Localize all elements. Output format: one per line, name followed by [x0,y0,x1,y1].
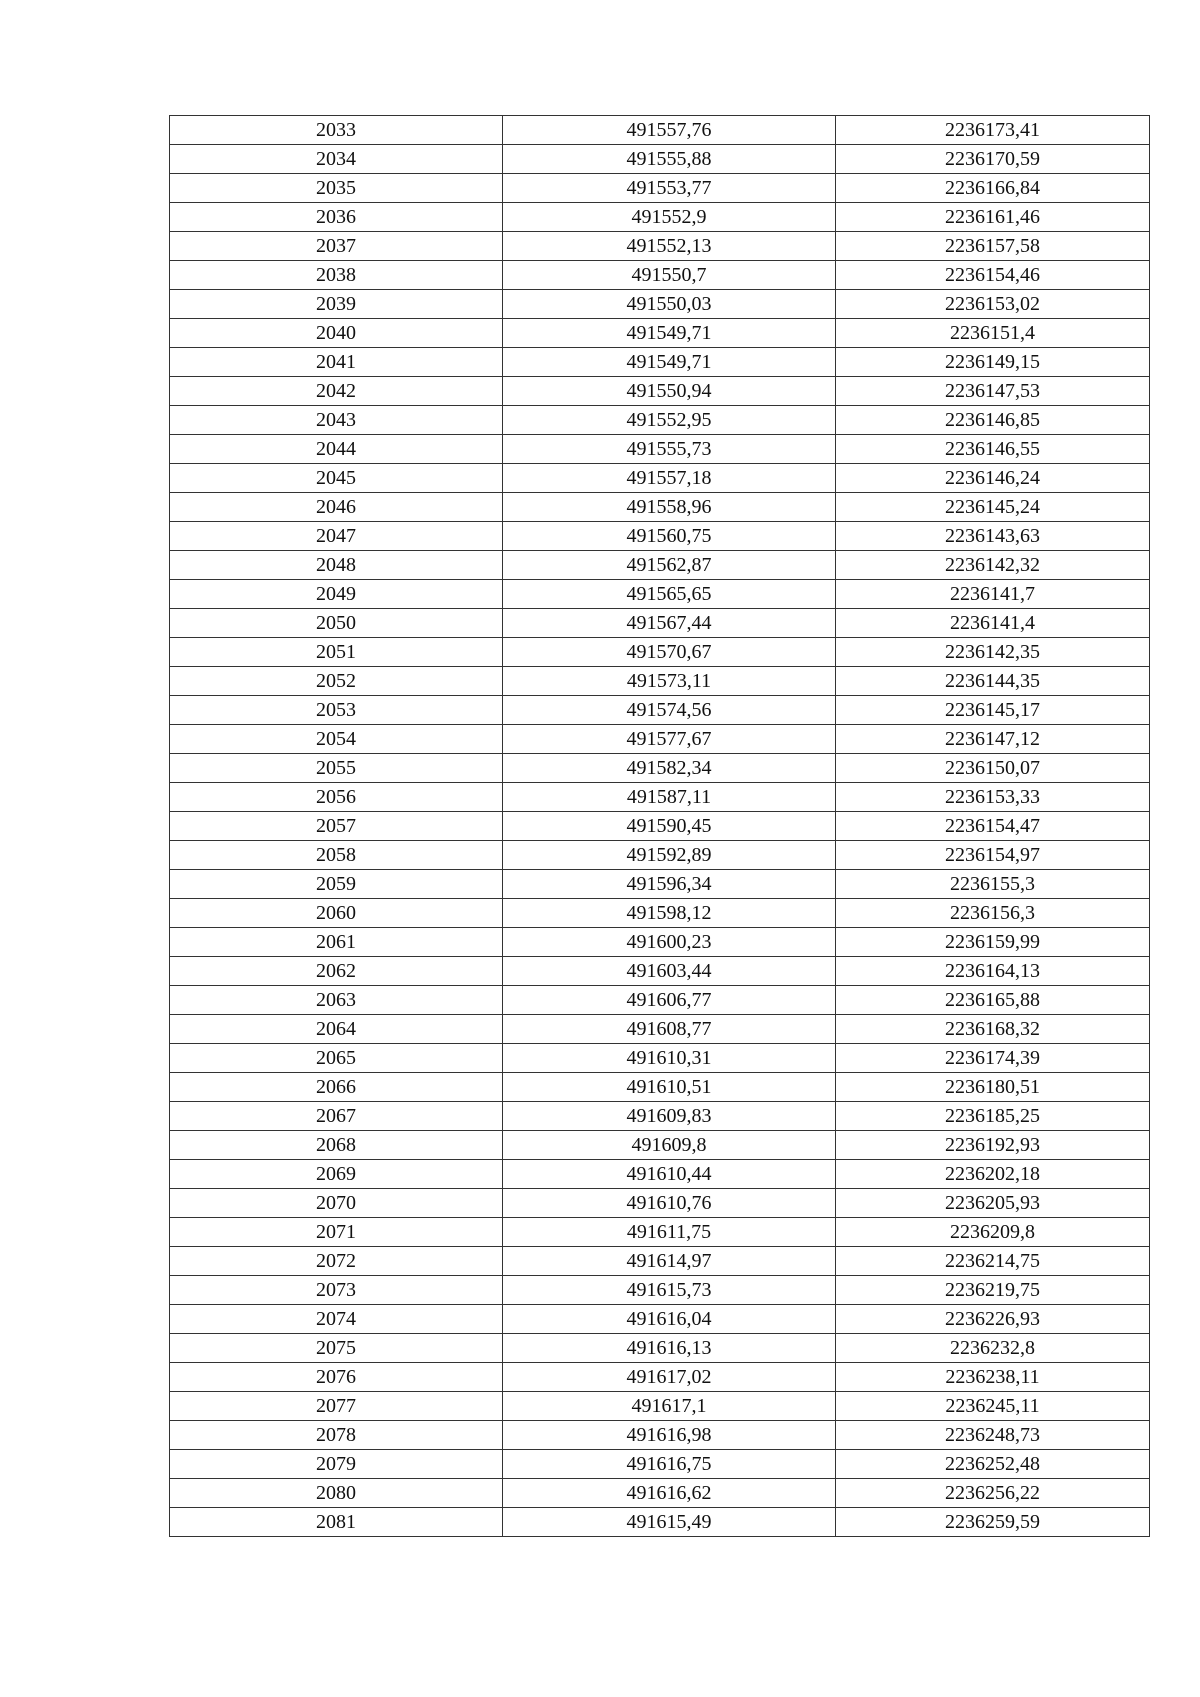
x-coordinate-cell: 491577,67 [503,725,836,754]
x-coordinate-cell: 491609,83 [503,1102,836,1131]
point-number-cell: 2048 [170,551,503,580]
point-number-cell: 2042 [170,377,503,406]
x-coordinate-cell: 491616,62 [503,1479,836,1508]
point-number-cell: 2080 [170,1479,503,1508]
x-coordinate-cell: 491558,96 [503,493,836,522]
x-coordinate-cell: 491562,87 [503,551,836,580]
y-coordinate-cell: 2236214,75 [836,1247,1150,1276]
y-coordinate-cell: 2236248,73 [836,1421,1150,1450]
table-row [170,232,1150,261]
y-coordinate-cell: 2236161,46 [836,203,1150,232]
y-coordinate-cell: 2236142,32 [836,551,1150,580]
table-row [170,696,1150,725]
table-row [170,928,1150,957]
point-number-cell: 2069 [170,1160,503,1189]
x-coordinate-cell: 491606,77 [503,986,836,1015]
y-coordinate-cell: 2236146,85 [836,406,1150,435]
y-coordinate-cell: 2236142,35 [836,638,1150,667]
point-number-cell: 2073 [170,1276,503,1305]
table-row [170,203,1150,232]
x-coordinate-cell: 491567,44 [503,609,836,638]
table-row [170,1189,1150,1218]
table-row [170,580,1150,609]
table-row [170,1218,1150,1247]
point-number-cell: 2077 [170,1392,503,1421]
y-coordinate-cell: 2236238,11 [836,1363,1150,1392]
table-row [170,551,1150,580]
table-row [170,638,1150,667]
y-coordinate-cell: 2236145,24 [836,493,1150,522]
x-coordinate-cell: 491610,44 [503,1160,836,1189]
table-row [170,870,1150,899]
point-number-cell: 2076 [170,1363,503,1392]
x-coordinate-cell: 491550,7 [503,261,836,290]
table-row [170,348,1150,377]
x-coordinate-cell: 491617,02 [503,1363,836,1392]
table-row [170,522,1150,551]
table-row [170,957,1150,986]
y-coordinate-cell: 2236151,4 [836,319,1150,348]
x-coordinate-cell: 491573,11 [503,667,836,696]
x-coordinate-cell: 491565,65 [503,580,836,609]
y-coordinate-cell: 2236252,48 [836,1450,1150,1479]
point-number-cell: 2049 [170,580,503,609]
y-coordinate-cell: 2236154,46 [836,261,1150,290]
point-number-cell: 2056 [170,783,503,812]
x-coordinate-cell: 491592,89 [503,841,836,870]
table-row [170,116,1150,145]
table-row [170,1363,1150,1392]
table-row [170,1450,1150,1479]
point-number-cell: 2072 [170,1247,503,1276]
y-coordinate-cell: 2236153,33 [836,783,1150,812]
y-coordinate-cell: 2236146,24 [836,464,1150,493]
point-number-cell: 2036 [170,203,503,232]
y-coordinate-cell: 2236145,17 [836,696,1150,725]
table-row [170,145,1150,174]
point-number-cell: 2062 [170,957,503,986]
point-number-cell: 2037 [170,232,503,261]
table-row [170,725,1150,754]
table-row [170,754,1150,783]
point-number-cell: 2051 [170,638,503,667]
point-number-cell: 2050 [170,609,503,638]
y-coordinate-cell: 2236259,59 [836,1508,1150,1537]
y-coordinate-cell: 2236165,88 [836,986,1150,1015]
point-number-cell: 2071 [170,1218,503,1247]
x-coordinate-cell: 491600,23 [503,928,836,957]
y-coordinate-cell: 2236164,13 [836,957,1150,986]
x-coordinate-cell: 491596,34 [503,870,836,899]
y-coordinate-cell: 2236159,99 [836,928,1150,957]
table-row [170,464,1150,493]
y-coordinate-cell: 2236144,35 [836,667,1150,696]
table-row [170,1508,1150,1537]
y-coordinate-cell: 2236185,25 [836,1102,1150,1131]
table-row [170,1421,1150,1450]
point-number-cell: 2053 [170,696,503,725]
y-coordinate-cell: 2236156,3 [836,899,1150,928]
table-row [170,986,1150,1015]
y-coordinate-cell: 2236170,59 [836,145,1150,174]
y-coordinate-cell: 2236166,84 [836,174,1150,203]
table-row [170,1305,1150,1334]
y-coordinate-cell: 2236149,15 [836,348,1150,377]
point-number-cell: 2041 [170,348,503,377]
y-coordinate-cell: 2236147,53 [836,377,1150,406]
x-coordinate-cell: 491555,73 [503,435,836,464]
point-number-cell: 2035 [170,174,503,203]
x-coordinate-cell: 491603,44 [503,957,836,986]
table-row [170,261,1150,290]
point-number-cell: 2046 [170,493,503,522]
y-coordinate-cell: 2236192,93 [836,1131,1150,1160]
y-coordinate-cell: 2236168,32 [836,1015,1150,1044]
x-coordinate-cell: 491550,03 [503,290,836,319]
y-coordinate-cell: 2236232,8 [836,1334,1150,1363]
y-coordinate-cell: 2236157,58 [836,232,1150,261]
y-coordinate-cell: 2236154,47 [836,812,1150,841]
table-row [170,1276,1150,1305]
table-row [170,1247,1150,1276]
x-coordinate-cell: 491608,77 [503,1015,836,1044]
table-row [170,1015,1150,1044]
point-number-cell: 2058 [170,841,503,870]
point-number-cell: 2057 [170,812,503,841]
point-number-cell: 2067 [170,1102,503,1131]
y-coordinate-cell: 2236226,93 [836,1305,1150,1334]
y-coordinate-cell: 2236141,7 [836,580,1150,609]
x-coordinate-cell: 491616,13 [503,1334,836,1363]
x-coordinate-cell: 491609,8 [503,1131,836,1160]
x-coordinate-cell: 491560,75 [503,522,836,551]
table-row [170,1479,1150,1508]
x-coordinate-cell: 491552,13 [503,232,836,261]
y-coordinate-cell: 2236143,63 [836,522,1150,551]
table-row [170,1334,1150,1363]
x-coordinate-cell: 491557,76 [503,116,836,145]
point-number-cell: 2066 [170,1073,503,1102]
point-number-cell: 2059 [170,870,503,899]
table-row [170,1160,1150,1189]
point-number-cell: 2061 [170,928,503,957]
table-row [170,667,1150,696]
table-row [170,435,1150,464]
y-coordinate-cell: 2236174,39 [836,1044,1150,1073]
x-coordinate-cell: 491598,12 [503,899,836,928]
table-row [170,377,1150,406]
y-coordinate-cell: 2236202,18 [836,1160,1150,1189]
point-number-cell: 2045 [170,464,503,493]
x-coordinate-cell: 491616,75 [503,1450,836,1479]
point-number-cell: 2043 [170,406,503,435]
table-row [170,1131,1150,1160]
x-coordinate-cell: 491587,11 [503,783,836,812]
table-row [170,609,1150,638]
x-coordinate-cell: 491557,18 [503,464,836,493]
x-coordinate-cell: 491555,88 [503,145,836,174]
x-coordinate-cell: 491552,95 [503,406,836,435]
point-number-cell: 2079 [170,1450,503,1479]
x-coordinate-cell: 491549,71 [503,319,836,348]
x-coordinate-cell: 491590,45 [503,812,836,841]
y-coordinate-cell: 2236209,8 [836,1218,1150,1247]
table-row [170,319,1150,348]
coordinates-table [169,115,1150,1537]
point-number-cell: 2075 [170,1334,503,1363]
x-coordinate-cell: 491610,31 [503,1044,836,1073]
y-coordinate-cell: 2236147,12 [836,725,1150,754]
point-number-cell: 2070 [170,1189,503,1218]
x-coordinate-cell: 491550,94 [503,377,836,406]
point-number-cell: 2044 [170,435,503,464]
x-coordinate-cell: 491549,71 [503,348,836,377]
x-coordinate-cell: 491616,04 [503,1305,836,1334]
point-number-cell: 2047 [170,522,503,551]
x-coordinate-cell: 491616,98 [503,1421,836,1450]
table-row [170,1044,1150,1073]
table-row [170,1102,1150,1131]
point-number-cell: 2052 [170,667,503,696]
point-number-cell: 2039 [170,290,503,319]
x-coordinate-cell: 491615,73 [503,1276,836,1305]
point-number-cell: 2074 [170,1305,503,1334]
x-coordinate-cell: 491610,51 [503,1073,836,1102]
table-row [170,290,1150,319]
x-coordinate-cell: 491574,56 [503,696,836,725]
point-number-cell: 2038 [170,261,503,290]
x-coordinate-cell: 491582,34 [503,754,836,783]
point-number-cell: 2063 [170,986,503,1015]
coordinates-table-body [170,116,1150,1537]
y-coordinate-cell: 2236141,4 [836,609,1150,638]
table-row [170,406,1150,435]
point-number-cell: 2040 [170,319,503,348]
point-number-cell: 2060 [170,899,503,928]
x-coordinate-cell: 491610,76 [503,1189,836,1218]
table-row [170,841,1150,870]
y-coordinate-cell: 2236173,41 [836,116,1150,145]
point-number-cell: 2054 [170,725,503,754]
y-coordinate-cell: 2236205,93 [836,1189,1150,1218]
x-coordinate-cell: 491570,67 [503,638,836,667]
table-row [170,1073,1150,1102]
y-coordinate-cell: 2236245,11 [836,1392,1150,1421]
point-number-cell: 2033 [170,116,503,145]
y-coordinate-cell: 2236219,75 [836,1276,1150,1305]
table-row [170,783,1150,812]
point-number-cell: 2034 [170,145,503,174]
table-row [170,174,1150,203]
table-row [170,493,1150,522]
point-number-cell: 2081 [170,1508,503,1537]
table-row [170,1392,1150,1421]
y-coordinate-cell: 2236180,51 [836,1073,1150,1102]
point-number-cell: 2068 [170,1131,503,1160]
x-coordinate-cell: 491615,49 [503,1508,836,1537]
x-coordinate-cell: 491611,75 [503,1218,836,1247]
x-coordinate-cell: 491553,77 [503,174,836,203]
x-coordinate-cell: 491617,1 [503,1392,836,1421]
point-number-cell: 2064 [170,1015,503,1044]
x-coordinate-cell: 491552,9 [503,203,836,232]
point-number-cell: 2078 [170,1421,503,1450]
point-number-cell: 2055 [170,754,503,783]
y-coordinate-cell: 2236155,3 [836,870,1150,899]
y-coordinate-cell: 2236153,02 [836,290,1150,319]
y-coordinate-cell: 2236256,22 [836,1479,1150,1508]
y-coordinate-cell: 2236150,07 [836,754,1150,783]
point-number-cell: 2065 [170,1044,503,1073]
x-coordinate-cell: 491614,97 [503,1247,836,1276]
y-coordinate-cell: 2236146,55 [836,435,1150,464]
table-row [170,812,1150,841]
table-row [170,899,1150,928]
y-coordinate-cell: 2236154,97 [836,841,1150,870]
